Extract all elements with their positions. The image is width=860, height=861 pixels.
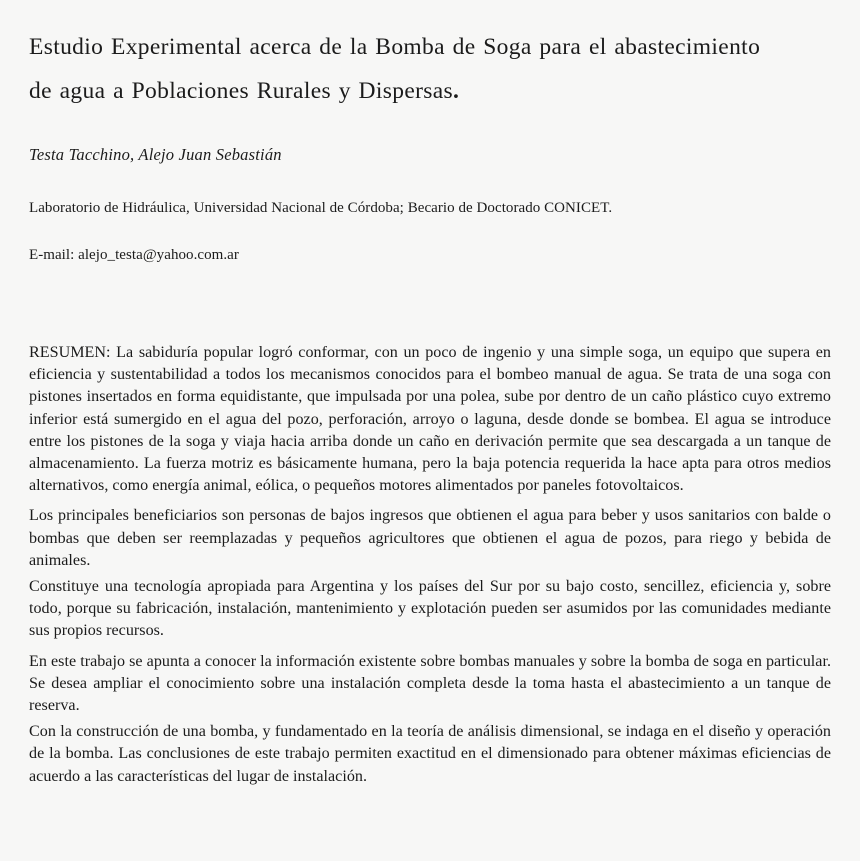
abstract-paragraph: Con la construcción de una bomba, y fundamentado en la teoría de análisis dimensional, se indaga en el diseño y operación de la bomba. Las conclusiones de este trabajo permiten exactitud en el dimensionado para obtener máximas eficiencias de acuerdo a las características del lugar de instalación. bbox=[29, 723, 831, 785]
abstract-paragraph: Constituye una tecnología apropiada para Argentina y los países del Sur por su bajo costo, sencillez, eficiencia y, sobre todo, porque su fabricación, instalación, mantenimiento y explotación pueden ser asumidos por las comunidades mediante sus propios recursos. bbox=[29, 578, 831, 640]
author-email: E-mail: alejo_testa@yahoo.com.ar bbox=[29, 247, 239, 263]
page-title bbox=[29, 0, 831, 113]
title-line-2: de agua a Poblaciones Rurales y Dispersas bbox=[29, 78, 454, 104]
title-end-punctuation: . bbox=[453, 78, 459, 104]
author-affiliation: Laboratorio de Hidráulica, Universidad Nacional de Córdoba; Becario de Doctorado CONICET. bbox=[29, 200, 613, 216]
title-line-1: Estudio Experimental acerca de la Bomba de Soga para el abastecimiento bbox=[29, 34, 761, 60]
author-name: Testa Tacchino, Alejo Juan Sebastián bbox=[29, 145, 282, 164]
abstract-paragraph: RESUMEN: La sabiduría popular logró conformar, con un poco de ingenio y una simple soga, un equipo que supera en eficiencia y sustentabilidad a todos los mecanismos conocidos para el bombeo manual de agua. Se trata de una soga con pistones insertados en forma equidistante, que impulsada por una polea, sube por dentro de un caño plástico cuyo extremo inferior está sumergido en el agua del pozo, perforación, arroyo o laguna, desde donde se bombea. El agua se introduce entre los pistones de la soga y viaja hacia arriba donde un caño en derivación permite que sea descargada a un tanque de almacenamiento. La fuerza motriz es básicamente humana, pero la baja potencia requerida la hace apta para otros medios alternativos, como energía animal, eólica, o pequeños motores alimentados por paneles fotovoltaicos. bbox=[29, 344, 831, 495]
abstract-paragraph: Los principales beneficiarios son personas de bajos ingresos que obtienen el agua para beber y usos sanitarios con balde o bombas que deben ser reemplazadas y pequeños agricultores que obtienen el agua de pozos, para riego y bebida de animales. bbox=[29, 507, 831, 569]
abstract-section bbox=[29, 265, 831, 788]
abstract-paragraph: En este trabajo se apunta a conocer la información existente sobre bombas manuales y sobre la bomba de soga en particular. Se desea ampliar el conocimiento sobre una instalación completa desde la toma hasta el abastecimiento a un tanque de reserva. bbox=[29, 652, 831, 715]
